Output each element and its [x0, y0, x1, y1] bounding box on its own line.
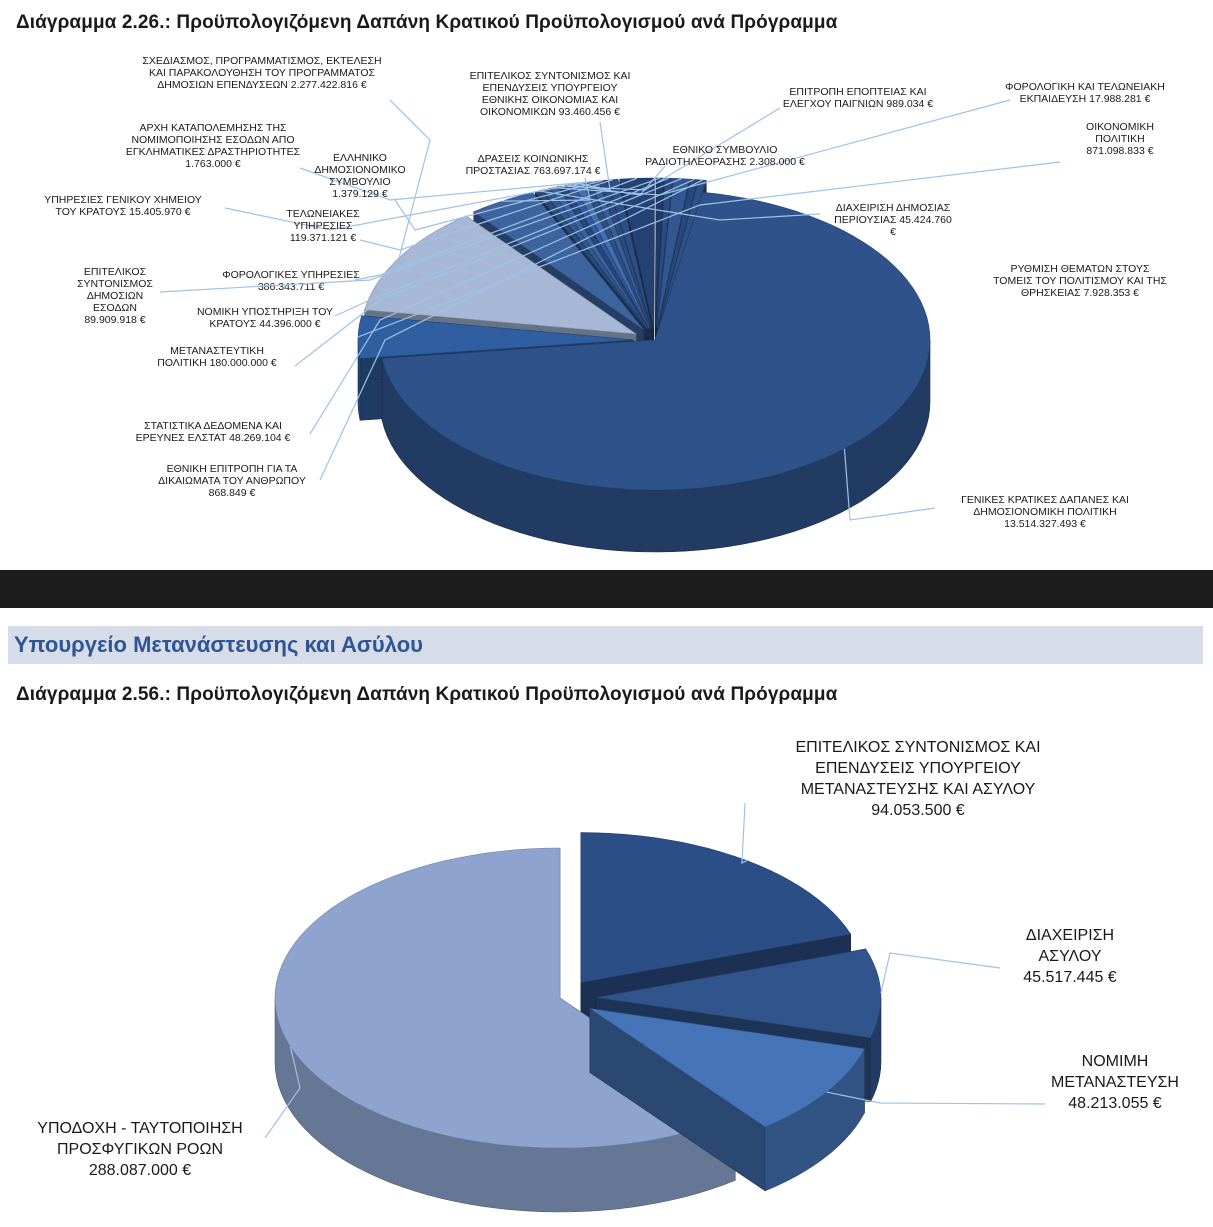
- top-label-line: ΕΘΝΙΚΗΣ ΟΙΚΟΝΟΜΙΑΣ ΚΑΙ: [481, 94, 619, 106]
- bottom-label-epitelikos: [795, 739, 1040, 819]
- bottom-label-line: 94.053.500 €: [871, 802, 965, 819]
- top-label-line: ΕΛΛΗΝΙΚΟ: [333, 152, 387, 164]
- page-divider: [0, 570, 1213, 608]
- top-label-line: ΕΘΝΙΚΟ ΣΥΜΒΟΥΛΙΟ: [672, 144, 778, 156]
- top-label-line: ΕΣΟΔΩΝ: [93, 302, 137, 314]
- top-label-genikou-ximeiou: [44, 194, 202, 218]
- top-label-line: ΝΟΜΙΜΟΠΟΙΗΣΗΣ ΕΣΟΔΩΝ ΑΠΟ: [131, 134, 295, 146]
- top-pie-chart: [0, 0, 1213, 570]
- bottom-label-asylo: [1023, 927, 1117, 986]
- top-label-line: €: [890, 226, 896, 238]
- top-label-line: ΤΟΜΕΙΣ ΤΟΥ ΠΟΛΙΤΙΣΜΟΥ ΚΑΙ ΤΗΣ: [993, 275, 1167, 287]
- top-label-line: ΔΗΜΟΣΙΟΝΟΜΙΚΗ ΠΟΛΙΤΙΚΗ: [973, 506, 1117, 518]
- top-label-line: ΠΟΛΙΤΙΚΗ 180.000.000 €: [157, 357, 277, 369]
- top-label-nomiki-ypostirixi: [197, 306, 333, 330]
- top-label-line: ΠΟΛΙΤΙΚΗ: [1095, 133, 1145, 145]
- top-label-line: ΕΠΙΤΡΟΠΗ ΕΠΟΠΤΕΙΑΣ ΚΑΙ: [789, 86, 927, 98]
- bottom-label-line: ΠΡΟΣΦΥΓΙΚΩΝ ΡΟΩΝ: [56, 1141, 224, 1158]
- bottom-label-ypodoxi: [37, 1120, 242, 1179]
- top-label-epitelikos-oikonomikon: [470, 70, 631, 118]
- top-label-thriskeies: [993, 263, 1167, 299]
- bottom-chart-panel: [0, 608, 1213, 1227]
- top-label-elstat: [136, 420, 291, 444]
- top-label-line: ΑΡΧΗ ΚΑΤΑΠΟΛΕΜΗΣΗΣ ΤΗΣ: [139, 122, 287, 134]
- section-heading: Υπουργείο Μετανάστευσης και Ασύλου: [14, 632, 423, 657]
- top-label-line: 871.098.833 €: [1086, 145, 1154, 157]
- bottom-label-line: ΔΙΑΧΕΙΡΙΣΗ: [1025, 927, 1115, 944]
- top-label-diaxeirisi-periousias: [834, 202, 952, 238]
- top-label-line: ΣΤΑΤΙΣΤΙΚΑ ΔΕΔΟΜΕΝΑ ΚΑΙ: [144, 420, 282, 432]
- bottom-leader-epitelikos: [742, 803, 747, 863]
- bottom-label-line: 288.087.000 €: [88, 1162, 192, 1179]
- top-label-line: ΣΧΕΔΙΑΣΜΟΣ, ΠΡΟΓΡΑΜΜΑΤΙΣΜΟΣ, ΕΚΤΕΛΕΣΗ: [142, 55, 382, 67]
- top-label-line: ΦΟΡΟΛΟΓΙΚΕΣ ΥΠΗΡΕΣΙΕΣ: [222, 269, 360, 281]
- top-label-line: ΣΥΝΤΟΝΙΣΜΟΣ: [77, 278, 153, 290]
- top-label-line: 1.379.129 €: [332, 188, 388, 200]
- top-label-oikonomiki: [1086, 121, 1154, 157]
- top-label-line: ΕΡΕΥΝΕΣ ΕΛΣΤΑΤ 48.269.104 €: [135, 432, 291, 444]
- top-label-line: 119.371.121 €: [289, 232, 357, 244]
- top-label-katapolemisi: [126, 122, 301, 170]
- top-label-forologikes: [222, 269, 360, 293]
- top-label-dimosies-ependyseis: [142, 55, 381, 91]
- top-label-line: ΟΙΚΟΝΟΜΙΚΗ: [1086, 121, 1154, 133]
- top-label-line: ΠΡΟΣΤΑΣΙΑΣ 763.697.174 €: [465, 165, 601, 177]
- top-label-line: ΣΥΜΒΟΥΛΙΟ: [329, 176, 391, 188]
- top-label-epitelikos-esodon: [77, 266, 153, 326]
- bottom-label-line: ΜΕΤΑΝΑΣΤΕΥΣΗ: [1051, 1074, 1179, 1091]
- bottom-label-line: ΕΠΕΝΔΥΣΕΙΣ ΥΠΟΥΡΓΕΙΟΥ: [815, 760, 1021, 777]
- top-label-line: ΚΑΙ ΠΑΡΑΚΟΛΟΥΘΗΣΗ ΤΟΥ ΠΡΟΓΡΑΜΜΑΤΟΣ: [148, 67, 376, 79]
- bottom-pie-chart: [0, 608, 1213, 1227]
- top-label-line: ΤΕΛΩΝΕΙΑΚΕΣ: [286, 208, 360, 220]
- top-label-line: ΔΗΜΟΣΙΩΝ: [86, 290, 144, 302]
- top-label-anthropina: [158, 463, 306, 499]
- top-label-line: ΓΕΝΙΚΕΣ ΚΡΑΤΙΚΕΣ ΔΑΠΑΝΕΣ ΚΑΙ: [961, 494, 1129, 506]
- top-label-line: ΕΚΠΑΙΔΕΥΣΗ 17.988.281 €: [1019, 93, 1151, 105]
- top-label-line: ΥΠΗΡΕΣΙΕΣ: [293, 220, 353, 232]
- top-label-line: 1.763.000 €: [185, 158, 241, 170]
- top-label-foroloyiki-ekpaideysi: [1005, 81, 1165, 105]
- top-label-line: 89.909.918 €: [84, 314, 146, 326]
- top-label-paignia: [783, 86, 933, 110]
- top-label-line: ΚΡΑΤΟΥΣ 44.396.000 €: [209, 318, 321, 330]
- top-label-line: ΕΠΕΝΔΥΣΕΙΣ ΥΠΟΥΡΓΕΙΟΥ: [482, 82, 618, 94]
- top-label-line: ΔΙΚΑΙΩΜΑΤΑ ΤΟΥ ΑΝΘΡΩΠΟΥ: [158, 475, 306, 487]
- bottom-label-nomimi: [1051, 1053, 1179, 1112]
- top-pie-slices: [358, 178, 930, 552]
- top-chart-panel: [0, 0, 1213, 570]
- bottom-label-line: 48.213.055 €: [1068, 1095, 1162, 1112]
- top-label-line: ΡΑΔΙΟΤΗΛΕΟΡΑΣΗΣ 2.308.000 €: [645, 156, 805, 168]
- top-label-line: ΕΠΙΤΕΛΙΚΟΣ ΣΥΝΤΟΝΙΣΜΟΣ ΚΑΙ: [469, 70, 631, 82]
- top-label-radiotileorasi: [645, 144, 805, 168]
- top-label-line: ΦΟΡΟΛΟΓΙΚΗ ΚΑΙ ΤΕΛΩΝΕΙΑΚΗ: [1005, 81, 1165, 93]
- top-label-line: ΔΙΑΧΕΙΡΙΣΗ ΔΗΜΟΣΙΑΣ: [835, 202, 951, 214]
- top-label-line: ΜΕΤΑΝΑΣΤΕΥΤΙΚΗ: [170, 345, 264, 357]
- top-label-genikes: [961, 494, 1129, 530]
- bottom-chart-title: Διάγραμμα 2.56.: Προϋπολογιζόμενη Δαπάνη Κρατικού Προϋπολογισμού ανά Πρόγραμμα: [16, 684, 838, 705]
- top-label-line: ΔΗΜΟΣΙΟΝΟΜΙΚΟ: [314, 164, 406, 176]
- bottom-label-line: ΕΠΙΤΕΛΙΚΟΣ ΣΥΝΤΟΝΙΣΜΟΣ ΚΑΙ: [795, 739, 1041, 756]
- top-label-telonikes: [286, 208, 360, 244]
- top-label-line: ΘΡΗΣΚΕΙΑΣ 7.928.353 €: [1020, 287, 1140, 299]
- top-label-metanasteytiki: [157, 345, 277, 369]
- bottom-label-line: ΥΠΟΔΟΧΗ - ΤΑΥΤΟΠΟΙΗΣΗ: [37, 1120, 243, 1137]
- top-chart-title: Διάγραμμα 2.26.: Προϋπολογιζόμενη Δαπάνη Κρατικού Προϋπολογισμού ανά Πρόγραμμα: [16, 12, 838, 33]
- top-label-line: ΟΙΚΟΝΟΜΙΚΩΝ 93.460.456 €: [479, 106, 621, 118]
- top-label-line: 386.343.711 €: [257, 281, 325, 293]
- bottom-label-line: ΝΟΜΙΜΗ: [1081, 1053, 1149, 1070]
- top-label-line: ΕΓΚΛΗΜΑΤΙΚΕΣ ΔΡΑΣΤΗΡΙΟΤΗΤΕΣ: [125, 146, 301, 158]
- top-label-line: ΕΛΕΓΧΟΥ ΠΑΙΓΝΙΩΝ 989.034 €: [782, 98, 934, 110]
- bottom-pie-slices: [275, 833, 881, 1212]
- top-label-line: ΠΕΡΙΟΥΣΙΑΣ 45.424.760: [834, 214, 952, 226]
- top-label-drasis-koinonikis: [466, 153, 601, 177]
- top-leader-dimosies-ependyseis: [390, 100, 430, 258]
- top-label-line: 868.849 €: [208, 487, 256, 499]
- bottom-label-line: ΑΣΥΛΟΥ: [1038, 948, 1102, 965]
- bottom-leader-asylo: [881, 953, 1000, 993]
- top-label-line: ΥΠΗΡΕΣΙΕΣ ΓΕΝΙΚΟΥ ΧΗΜΕΙΟΥ: [44, 194, 202, 206]
- top-label-line: ΤΟΥ ΚΡΑΤΟΥΣ 15.405.970 €: [55, 206, 191, 218]
- bottom-label-line: ΜΕΤΑΝΑΣΤΕΥΣΗΣ ΚΑΙ ΑΣΥΛΟΥ: [800, 781, 1036, 798]
- top-label-line: ΔΗΜΟΣΙΩΝ ΕΠΕΝΔΥΣΕΩΝ 2.277.422.816 €: [157, 79, 367, 91]
- top-label-line: ΕΘΝΙΚΗ ΕΠΙΤΡΟΠΗ ΓΙΑ ΤΑ: [166, 463, 298, 475]
- top-label-line: ΝΟΜΙΚΗ ΥΠΟΣΤΗΡΙΞΗ ΤΟΥ: [196, 306, 334, 318]
- top-label-line: ΕΠΙΤΕΛΙΚΟΣ: [83, 266, 147, 278]
- bottom-label-line: 45.517.445 €: [1023, 969, 1117, 986]
- top-label-line: 13.514.327.493 €: [1004, 518, 1086, 530]
- top-label-dimosionomiko: [314, 152, 405, 200]
- top-label-line: ΡΥΘΜΙΣΗ ΘΕΜΑΤΩΝ ΣΤΟΥΣ: [1010, 263, 1150, 275]
- top-label-line: ΔΡΑΣΕΙΣ ΚΟΙΝΩΝΙΚΗΣ: [477, 153, 589, 165]
